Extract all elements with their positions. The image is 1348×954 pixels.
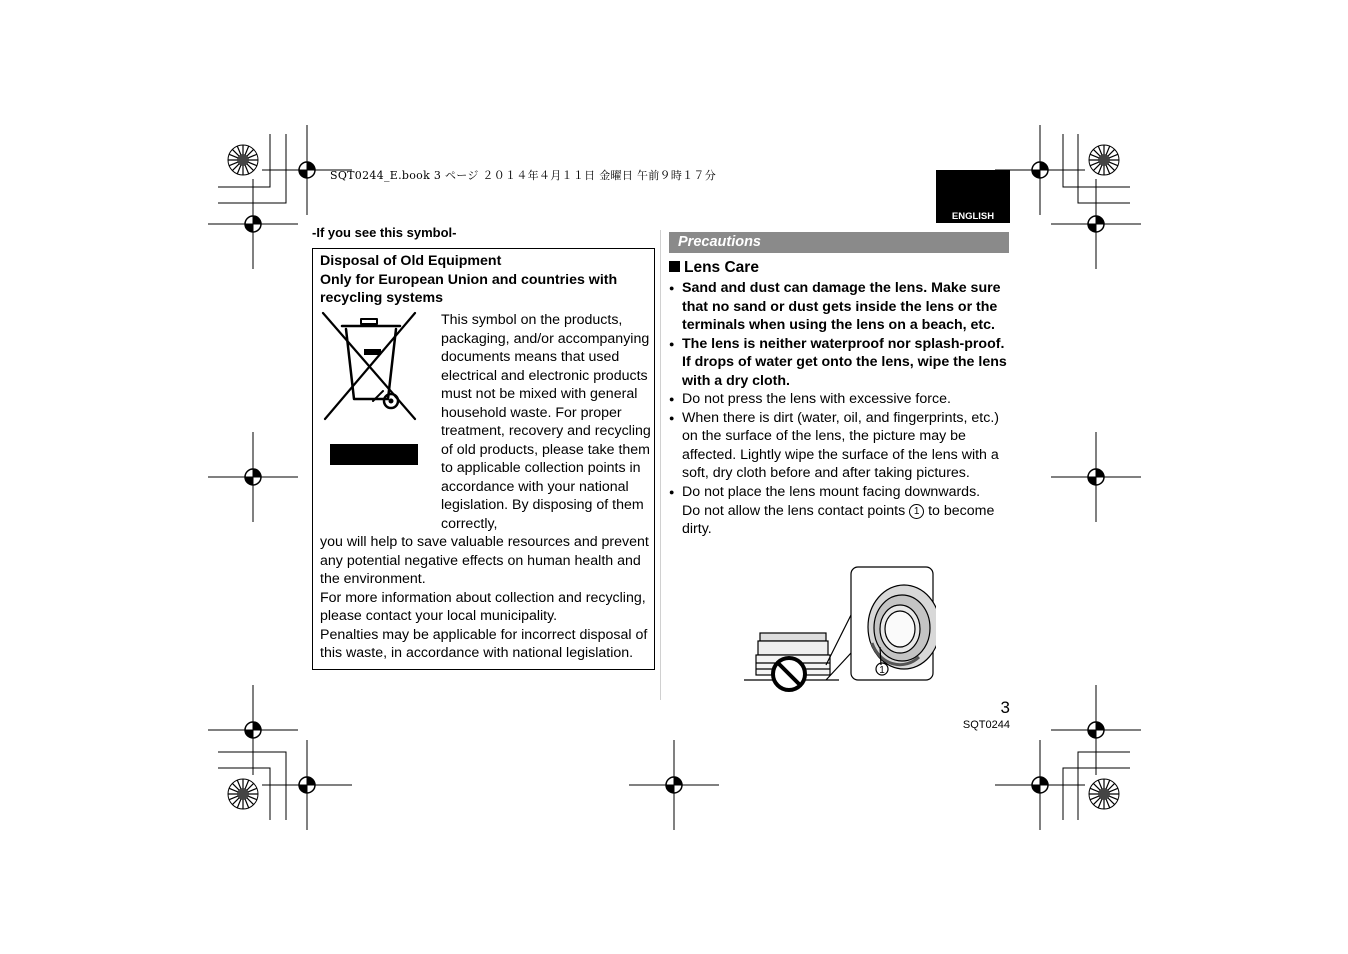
square-bullet-icon: [669, 261, 680, 272]
precautions-header-bar: [669, 232, 1009, 253]
disposal-subtitle-line1: Only for European Union and countries with: [320, 271, 618, 288]
figure-marker: 1: [879, 665, 885, 676]
lens-care-list: [669, 279, 1011, 539]
language-tab-label: ENGLISH: [951, 211, 995, 222]
list-item: ● The lens is neither waterproof nor splash-proof. If drops of water get onto the lens, wipe the lens with a dry cloth.: [669, 335, 1011, 391]
disposal-paragraph-info: For more information about collection and recycling, please contact your local municipality.: [320, 589, 646, 625]
precautions-header: Precautions: [678, 234, 761, 250]
model-number: SQT0244: [962, 719, 1010, 731]
list-item: ● When there is dirt (water, oil, and fingerprints, etc.) on the surface of the lens, the picture may be affected. Lightly wipe the surface of the lens with a soft, dry cloth before and after taking pictures.: [669, 409, 1011, 483]
section-heading-lens-care: [669, 259, 759, 277]
disposal-paragraph-wide: [320, 533, 652, 663]
column-divider: [660, 230, 661, 700]
list-item-text: Do not allow the lens contact points: [682, 502, 906, 519]
language-tab: [936, 170, 1010, 223]
black-bar-symbol: [330, 444, 418, 465]
print-header: SQT0244_E.book 3 ページ ２０１４年４月１１日 金曜日 午前９時１７分: [330, 169, 717, 182]
crossed-out-bin-icon: [321, 311, 419, 466]
disposal-subtitle-line2: recycling systems: [320, 290, 444, 306]
disposal-box: [312, 248, 655, 670]
lens-mount-illustration: [744, 565, 936, 695]
prohibited-icon: [773, 658, 805, 690]
list-item-line: [682, 502, 1011, 539]
circled-number-marker: 1: [909, 504, 924, 519]
disposal-paragraph-penalty: Penalties may be applicable for incorrect disposal of this waste, in accordance with national legislation.: [320, 626, 648, 662]
list-item: ● Do not press the lens with excessive force.: [669, 390, 1011, 409]
list-item: ● Sand and dust can damage the lens. Make sure that no sand or dust gets inside the lens or the terminals when using the lens on a beach, etc.: [669, 279, 1011, 335]
list-item-line: ● Do not place the lens mount facing downwards.: [682, 484, 981, 501]
disposal-paragraph-benefit: you will help to save valuable resources and prevent any potential negative effects on human health and the environment.: [320, 534, 649, 588]
disposal-title: Disposal of Old Equipment: [320, 253, 502, 269]
page-number: 3: [1000, 698, 1010, 717]
disposal-paragraph-right: This symbol on the products, packaging, and/or accompanying documents means that used electrical and electronic products must not be mixed with general household waste. For proper treatment, recovery and recycling of old products, please take them to applicable collection points in accordance with your national legislation. By disposing of them correctly,: [441, 312, 651, 533]
section-heading-text: Lens Care: [684, 259, 759, 276]
list-item-text: to become dirty.: [682, 502, 995, 538]
list-item: [669, 483, 1011, 539]
symbol-heading: -If you see this symbol-: [312, 225, 457, 240]
